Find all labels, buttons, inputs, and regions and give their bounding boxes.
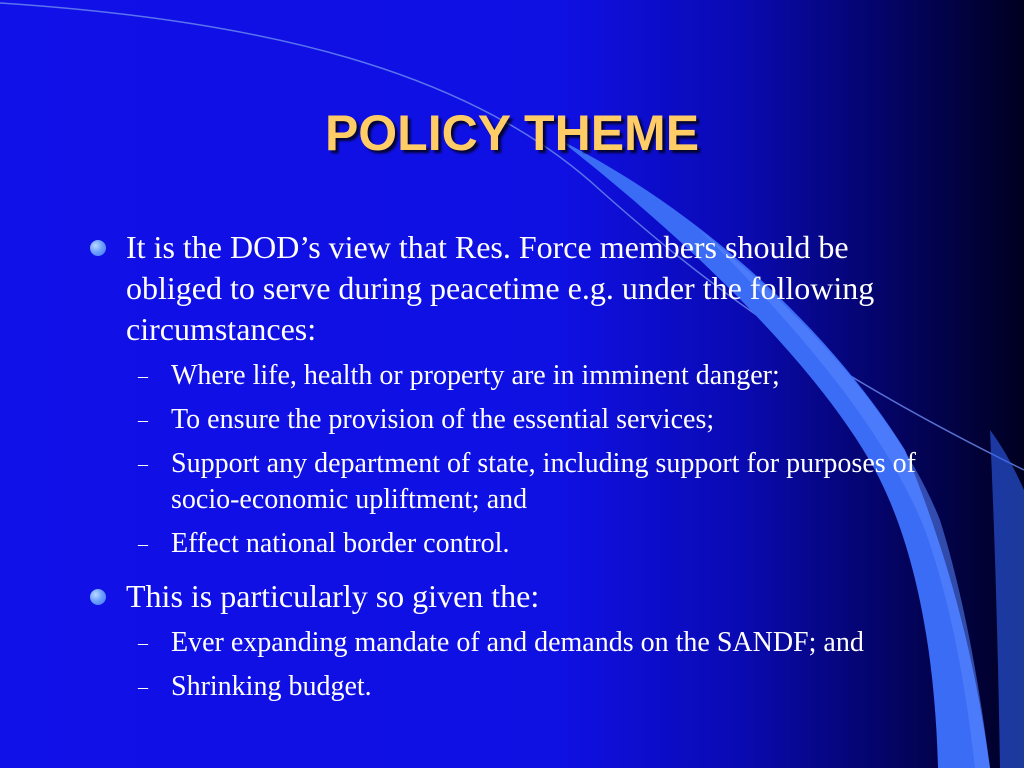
dash-marker: – [138, 533, 148, 555]
dash-marker: – [138, 409, 148, 431]
bullet-item [126, 227, 916, 350]
sub-bullet-item [138, 526, 931, 562]
sub-bullet-text: Ever expanding mandate of and demands on the SANDF; and [171, 627, 864, 658]
dash-marker: – [138, 676, 148, 698]
sub-bullet-item [138, 669, 931, 705]
sub-bullet-text: Support any department of state, including support for purposes of socio-economic upliftment; and [171, 448, 916, 515]
dash-marker: – [138, 365, 148, 387]
bullet-dot-icon [90, 589, 106, 605]
sub-bullet-item [138, 446, 931, 518]
bullet-text: It is the DOD’s view that Res. Force members should be obliged to serve during peacetime e.g. under the following circumstances: [126, 229, 875, 347]
sub-bullet-item [138, 625, 931, 661]
slide-title: POLICY THEME [324, 105, 700, 161]
sub-bullet-item [138, 402, 931, 438]
dash-marker: – [138, 632, 148, 654]
sub-bullet-item [138, 358, 931, 394]
dash-marker: – [138, 453, 148, 475]
bullet-text: This is particularly so given the: [126, 578, 540, 614]
bullet-item [126, 576, 916, 617]
bullet-dot-icon [90, 240, 106, 256]
sub-bullet-text: Where life, health or property are in imminent danger; [171, 360, 780, 391]
sub-bullet-text: Shrinking budget. [171, 671, 372, 702]
sub-bullet-text: Effect national border control. [171, 528, 510, 559]
slide-body [0, 227, 1024, 705]
sub-bullet-text: To ensure the provision of the essential services; [171, 404, 715, 435]
